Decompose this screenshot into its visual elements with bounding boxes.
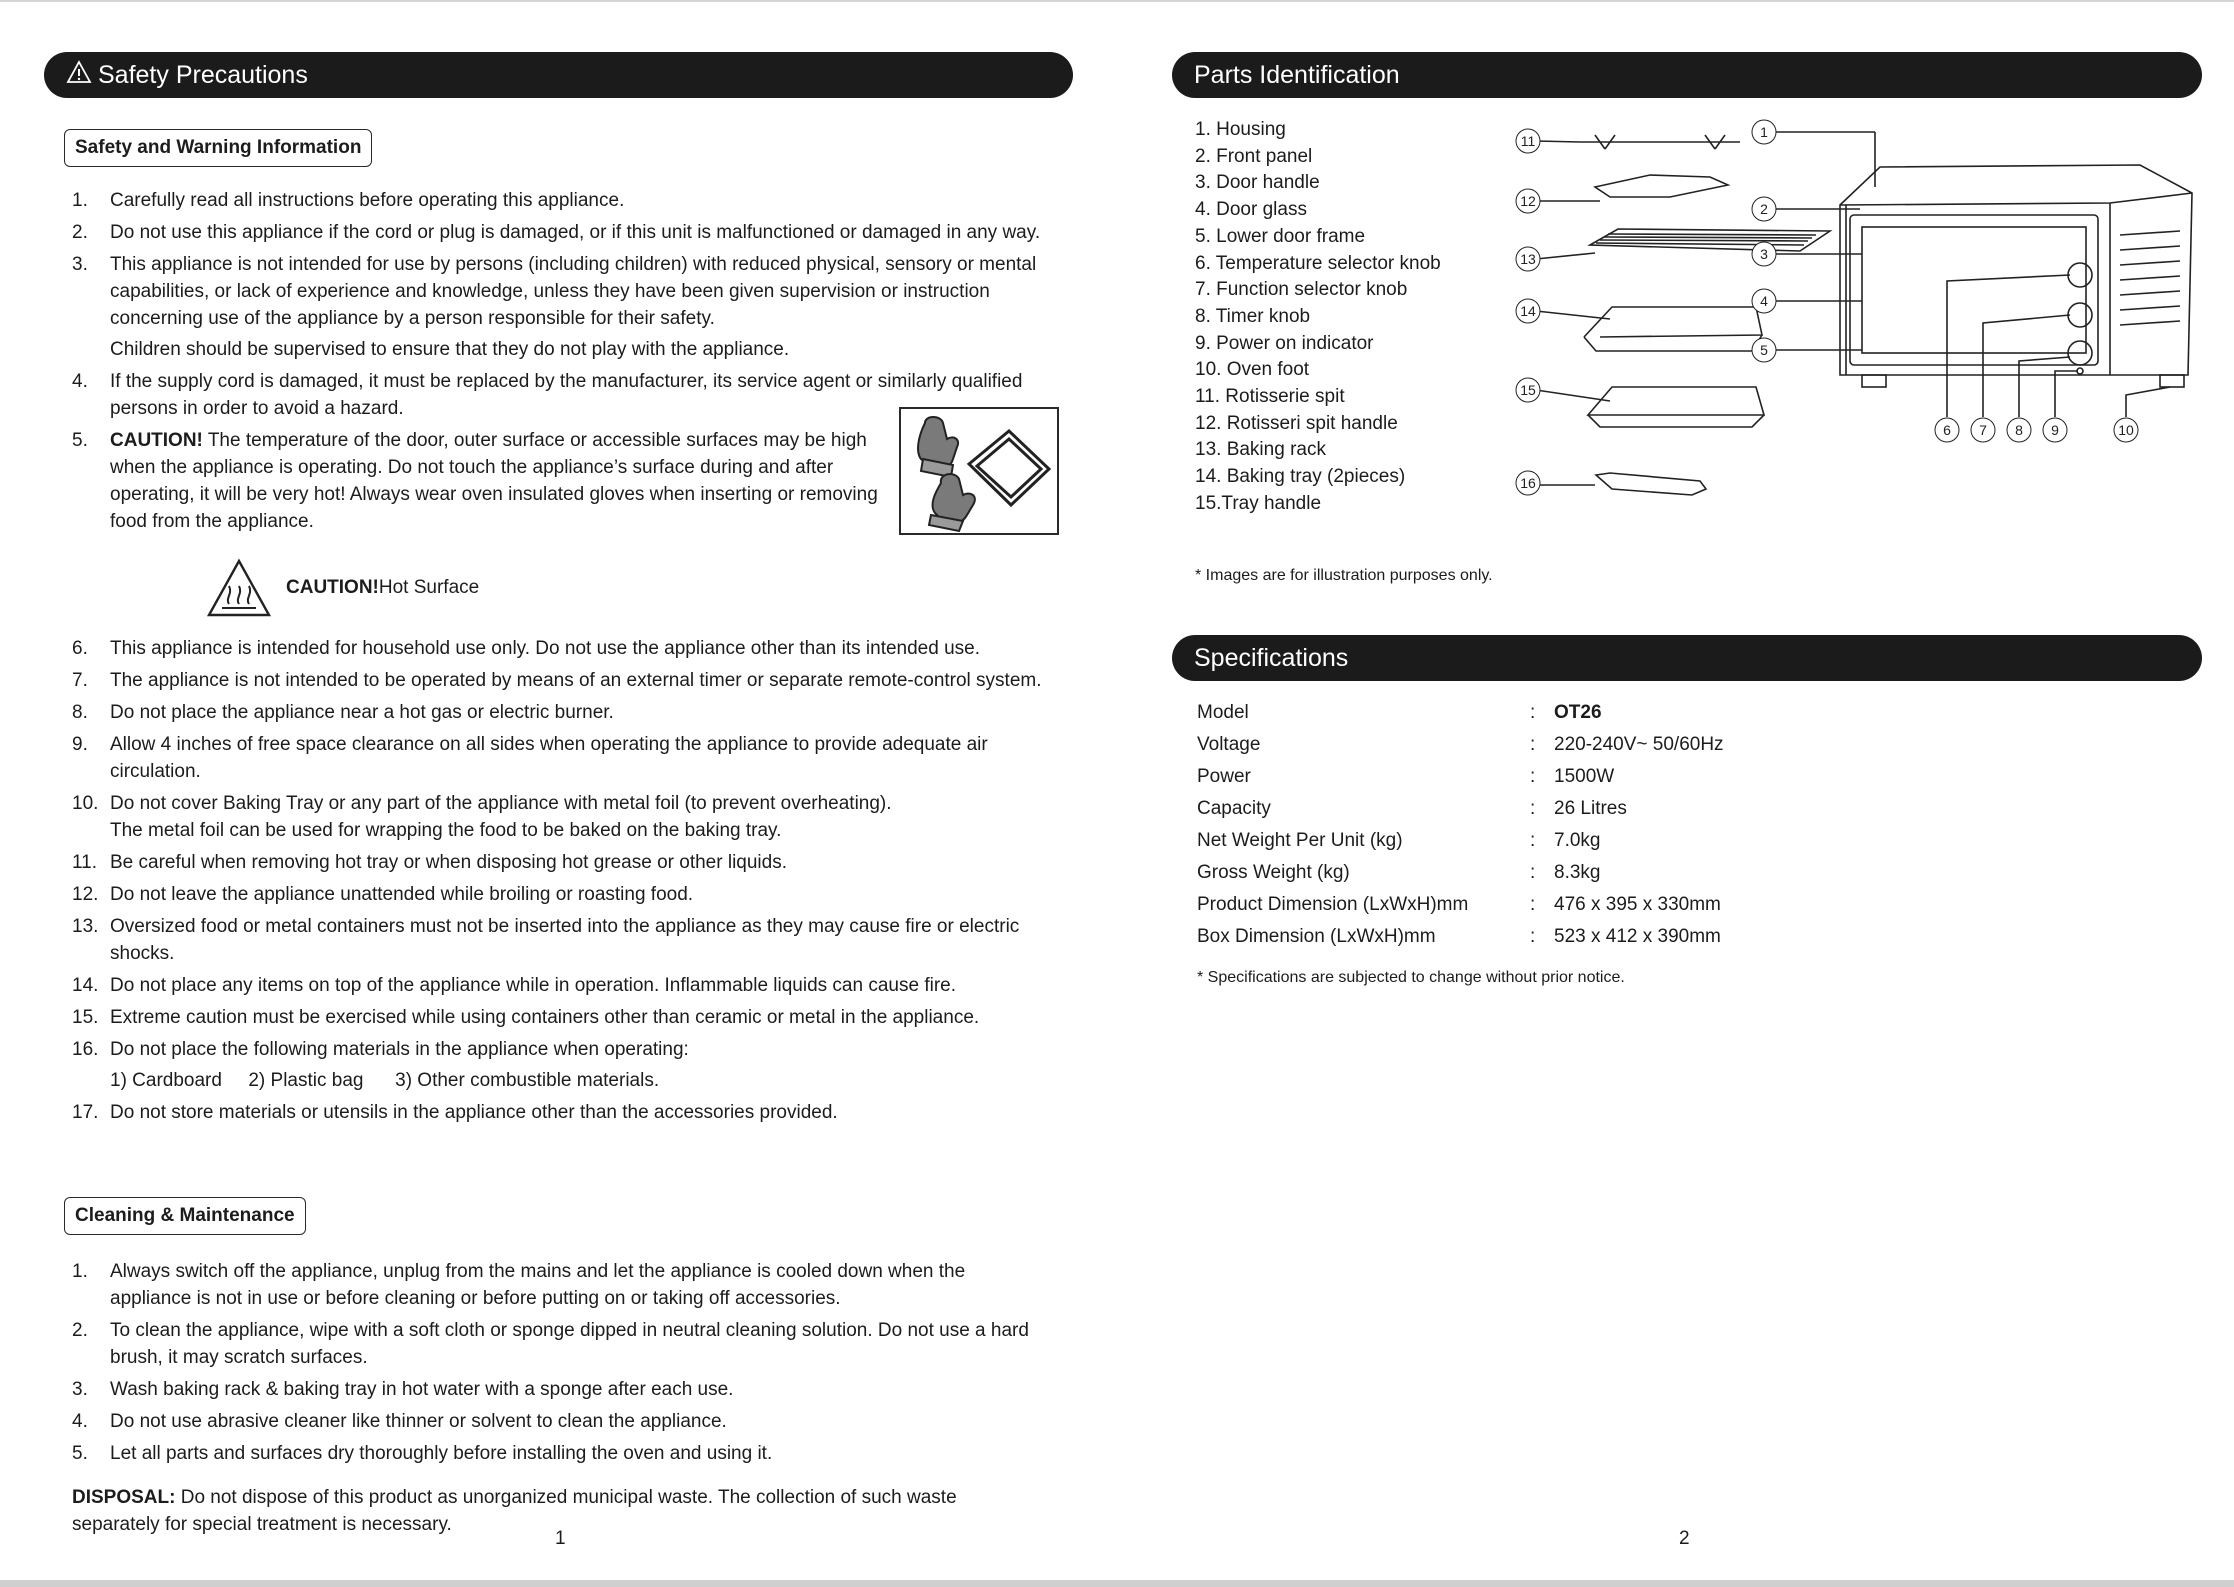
spec-separator: :: [1530, 926, 1536, 947]
spec-separator: :: [1530, 766, 1536, 787]
part-item: 13. Baking rack: [1195, 439, 1326, 461]
list-item: [72, 913, 1062, 967]
item-number: 2.: [72, 1320, 88, 1341]
parts-identification-header: Parts Identification: [1172, 52, 2202, 98]
hot-surface-text: Hot Surface: [378, 577, 480, 598]
item-text: This appliance is intended for household use only. Do not use the appliance other than its intended use.: [110, 638, 981, 659]
list-item: [72, 219, 1072, 246]
part-item: 3. Door handle: [1195, 172, 1320, 194]
svg-text:5: 5: [1760, 342, 1768, 358]
item-text: To clean the appliance, wipe with a soft cloth or sponge dipped in neutral cleaning solution. Do not use a hard brush, it may scratch surfaces.: [110, 1320, 1029, 1368]
spec-value: 8.3kg: [1554, 862, 1601, 883]
list-item: [72, 635, 1062, 662]
spec-label: Model: [1197, 702, 1249, 723]
callout-11: [1516, 129, 1540, 153]
oven-gloves-icon: [899, 407, 1059, 535]
callout-6: [1935, 418, 1959, 442]
svg-text:4: 4: [1760, 293, 1768, 309]
part-item: 7. Function selector knob: [1195, 279, 1408, 301]
item-number: 4.: [72, 1411, 88, 1432]
table-row: [1197, 697, 1724, 729]
part-item: 12. Rotisseri spit handle: [1195, 412, 1398, 434]
hot-surface-caution-label: CAUTION!: [286, 577, 379, 598]
specifications-table: [1197, 697, 1724, 953]
spec-label: Power: [1197, 766, 1251, 787]
spec-separator: :: [1530, 830, 1536, 851]
spec-value: 476 x 395 x 330mm: [1554, 894, 1721, 915]
item-number: 3.: [72, 1379, 88, 1400]
callout-13: [1516, 247, 1540, 271]
item-subtext: 1) Cardboard 2) Plastic bag 3) Other combustible materials.: [110, 1070, 660, 1091]
callout-12: [1516, 189, 1540, 213]
table-row: [1197, 921, 1724, 953]
callout-4: [1752, 289, 1776, 313]
table-row: [1197, 793, 1724, 825]
disposal-text: Do not dispose of this product as unorganized municipal waste. The collection of such waste separately for special treatment is necessary.: [72, 1487, 957, 1535]
page-edge-bottom: [0, 1580, 2234, 1587]
list-item: [72, 731, 1062, 785]
table-row: [1197, 889, 1724, 921]
list-item: [72, 1258, 1062, 1312]
part-item: 4. Door glass: [1195, 199, 1307, 221]
list-item: [72, 1317, 1062, 1371]
list-item: [72, 699, 1062, 726]
item-text: Wash baking rack & baking tray in hot water with a sponge after each use.: [110, 1379, 734, 1400]
item-number: 2.: [72, 222, 88, 243]
item-text: Do not use abrasive cleaner like thinner or solvent to clean the appliance.: [110, 1411, 727, 1432]
svg-text:7: 7: [1979, 422, 1987, 438]
spec-value: 523 x 412 x 390mm: [1554, 926, 1721, 947]
spec-label: Capacity: [1197, 798, 1271, 819]
item-text: Do not store materials or utensils in the appliance other than the accessories provided.: [110, 1102, 838, 1123]
item-number: 3.: [72, 254, 88, 275]
caution-label: CAUTION!: [110, 430, 203, 451]
item-text: Do not place the appliance near a hot gas or electric burner.: [110, 702, 614, 723]
safety-warning-subheading: Safety and Warning Information: [64, 129, 372, 167]
list-item: [72, 1440, 1062, 1467]
table-row: [1197, 825, 1724, 857]
svg-text:3: 3: [1760, 246, 1768, 262]
item-text: The appliance is not intended to be operated by means of an external timer or separate remote-control system.: [110, 670, 1042, 691]
item-subtext: The metal foil can be used for wrapping the food to be baked on the baking tray.: [110, 820, 782, 841]
warning-triangle-icon: [66, 60, 92, 91]
spec-separator: :: [1530, 798, 1536, 819]
svg-text:14: 14: [1520, 303, 1536, 319]
item-number: 5.: [72, 1443, 88, 1464]
hot-surface-icon: [206, 558, 272, 618]
list-item: [72, 1036, 1062, 1094]
item-number: 15.: [72, 1007, 99, 1028]
list-item: [72, 881, 1062, 908]
svg-text:6: 6: [1943, 422, 1951, 438]
list-item: [72, 251, 1072, 363]
item-number: 9.: [72, 734, 88, 755]
item-number: 5.: [72, 430, 88, 451]
callout-2: [1752, 197, 1776, 221]
table-row: [1197, 729, 1724, 761]
part-item: 8. Timer knob: [1195, 305, 1311, 327]
spec-separator: :: [1530, 702, 1536, 723]
item-number: 4.: [72, 371, 88, 392]
hot-surface-caution: [206, 558, 479, 618]
item-text: Carefully read all instructions before operating this appliance.: [110, 190, 625, 211]
list-item: [72, 187, 1072, 214]
list-item: [72, 790, 1062, 844]
part-item: 11. Rotisserie spit: [1195, 386, 1345, 408]
callout-16: [1516, 471, 1540, 495]
page-edge-top: [0, 0, 2234, 2]
item-number: 17.: [72, 1102, 99, 1123]
svg-text:11: 11: [1520, 133, 1536, 149]
cleaning-maintenance-subheading: Cleaning & Maintenance: [64, 1197, 306, 1235]
svg-text:2: 2: [1760, 201, 1768, 217]
item-text: Always switch off the appliance, unplug from the mains and let the appliance is cooled down when the appliance is not in use or before cleaning or before putting on or taking off accessories.: [110, 1261, 966, 1309]
spec-value: 7.0kg: [1554, 830, 1601, 851]
part-item: 10. Oven foot: [1195, 359, 1310, 381]
callout-8: [2007, 418, 2031, 442]
svg-text:1: 1: [1760, 124, 1768, 140]
spec-label: Voltage: [1197, 734, 1261, 755]
item-text: Extreme caution must be exercised while using containers other than ceramic or metal in the appliance.: [110, 1007, 980, 1028]
item-number: 13.: [72, 916, 99, 937]
item-text: Do not cover Baking Tray or any part of the appliance with metal foil (to prevent overheating).: [110, 793, 892, 814]
spec-label: Gross Weight (kg): [1197, 862, 1350, 883]
list-item: [72, 1004, 1062, 1031]
item-text: This appliance is not intended for use by persons (including children) with reduced physical, sensory or mental capabilities, or lack of experience and knowledge, unless they have been given supervision or instruction concerning use of the appliance by a person responsible for their safety.: [110, 254, 1037, 329]
part-item: 15.Tray handle: [1195, 492, 1322, 514]
item-number: 8.: [72, 702, 88, 723]
callout-10: [2114, 418, 2138, 442]
parts-illustration-note: * Images are for illustration purposes only.: [1195, 567, 1493, 584]
item-text: Oversized food or metal containers must not be inserted into the appliance as they may cause fire or electric shocks.: [110, 916, 1020, 964]
list-item: [72, 1408, 1062, 1435]
part-item: 9. Power on indicator: [1195, 332, 1374, 354]
list-item: [72, 667, 1062, 694]
spec-value: 1500W: [1554, 766, 1615, 787]
specifications-note: * Specifications are subjected to change without prior notice.: [1197, 969, 1625, 986]
item-text: Do not place any items on top of the appliance while in operation. Inflammable liquids can cause fire.: [110, 975, 956, 996]
spec-label: Product Dimension (LxWxH)mm: [1197, 894, 1469, 915]
list-item: [72, 972, 1062, 999]
callout-14: [1516, 299, 1540, 323]
spec-label: Net Weight Per Unit (kg): [1197, 830, 1403, 851]
safety-list-b: [72, 635, 1062, 1131]
cleaning-list: [72, 1258, 1062, 1472]
table-row: [1197, 761, 1724, 793]
list-item: [72, 1376, 1062, 1403]
svg-text:16: 16: [1520, 475, 1536, 491]
spec-separator: :: [1530, 894, 1536, 915]
item-text: Do not use this appliance if the cord or plug is damaged, or if this unit is malfunctioned or damaged in any way.: [110, 222, 1041, 243]
part-item: 14. Baking tray (2pieces): [1195, 466, 1406, 488]
item-number: 7.: [72, 670, 88, 691]
page-number-right: 2: [1679, 1528, 1690, 1549]
item-number: 16.: [72, 1039, 99, 1060]
item-number: 11.: [72, 852, 98, 873]
oven-diagram: [1500, 105, 2200, 525]
safety-header-title: Safety Precautions: [98, 60, 308, 89]
item-text: Be careful when removing hot tray or when disposing hot grease or other liquids.: [110, 852, 787, 873]
svg-text:10: 10: [2118, 422, 2134, 438]
callout-1: [1752, 120, 1776, 144]
svg-text:8: 8: [2015, 422, 2023, 438]
spec-value: OT26: [1554, 702, 1602, 723]
page-number-left: 1: [555, 1528, 566, 1549]
item-text: Do not place the following materials in the appliance when operating:: [110, 1039, 689, 1060]
callout-15: [1516, 378, 1540, 402]
spec-separator: :: [1530, 734, 1536, 755]
table-row: [1197, 857, 1724, 889]
item-text: Let all parts and surfaces dry thoroughly before installing the oven and using it.: [110, 1443, 773, 1464]
specifications-header: Specifications: [1172, 635, 2202, 681]
callout-7: [1971, 418, 1995, 442]
svg-text:9: 9: [2051, 422, 2059, 438]
svg-text:15: 15: [1520, 382, 1536, 398]
safety-precautions-header: [44, 52, 1073, 98]
disposal-label: DISPOSAL:: [72, 1487, 176, 1508]
item-text: Do not leave the appliance unattended while broiling or roasting food.: [110, 884, 694, 905]
item-number: 6.: [72, 638, 88, 659]
item-number: 14.: [72, 975, 99, 996]
callout-3: [1752, 242, 1776, 266]
item-text: The temperature of the door, outer surface or accessible surfaces may be high when the appliance is operating. Do not touch the appliance’s surface during and after operating, it will be very hot! Always wear oven insulated gloves when inserting or removing food from the appliance.: [110, 430, 878, 532]
spec-value: 26 Litres: [1554, 798, 1627, 819]
list-item: [72, 849, 1062, 876]
disposal-note: [72, 1484, 1032, 1538]
spec-value: 220-240V~ 50/60Hz: [1554, 734, 1724, 755]
item-number: 1.: [72, 190, 88, 211]
svg-text:13: 13: [1520, 251, 1536, 267]
item-number: 1.: [72, 1261, 88, 1282]
svg-text:12: 12: [1520, 193, 1536, 209]
part-item: 5. Lower door frame: [1195, 225, 1366, 247]
item-subtext: Children should be supervised to ensure that they do not play with the appliance.: [110, 339, 790, 360]
callout-9: [2043, 418, 2067, 442]
spec-separator: :: [1530, 862, 1536, 883]
callout-5: [1752, 338, 1776, 362]
spec-label: Box Dimension (LxWxH)mm: [1197, 926, 1436, 947]
item-text: Allow 4 inches of free space clearance on all sides when operating the appliance to provide adequate air circulation.: [110, 734, 988, 782]
part-item: 6. Temperature selector knob: [1195, 252, 1441, 274]
item-number: 12.: [72, 884, 99, 905]
list-item: [72, 1099, 1062, 1126]
part-item: 2. Front panel: [1195, 145, 1313, 167]
item-number: 10.: [72, 793, 99, 814]
item-text: If the supply cord is damaged, it must be replaced by the manufacturer, its service agent or similarly qualified persons in order to avoid a hazard.: [110, 371, 1023, 419]
part-item: 1. Housing: [1195, 119, 1286, 140]
parts-list: [1195, 117, 1441, 518]
